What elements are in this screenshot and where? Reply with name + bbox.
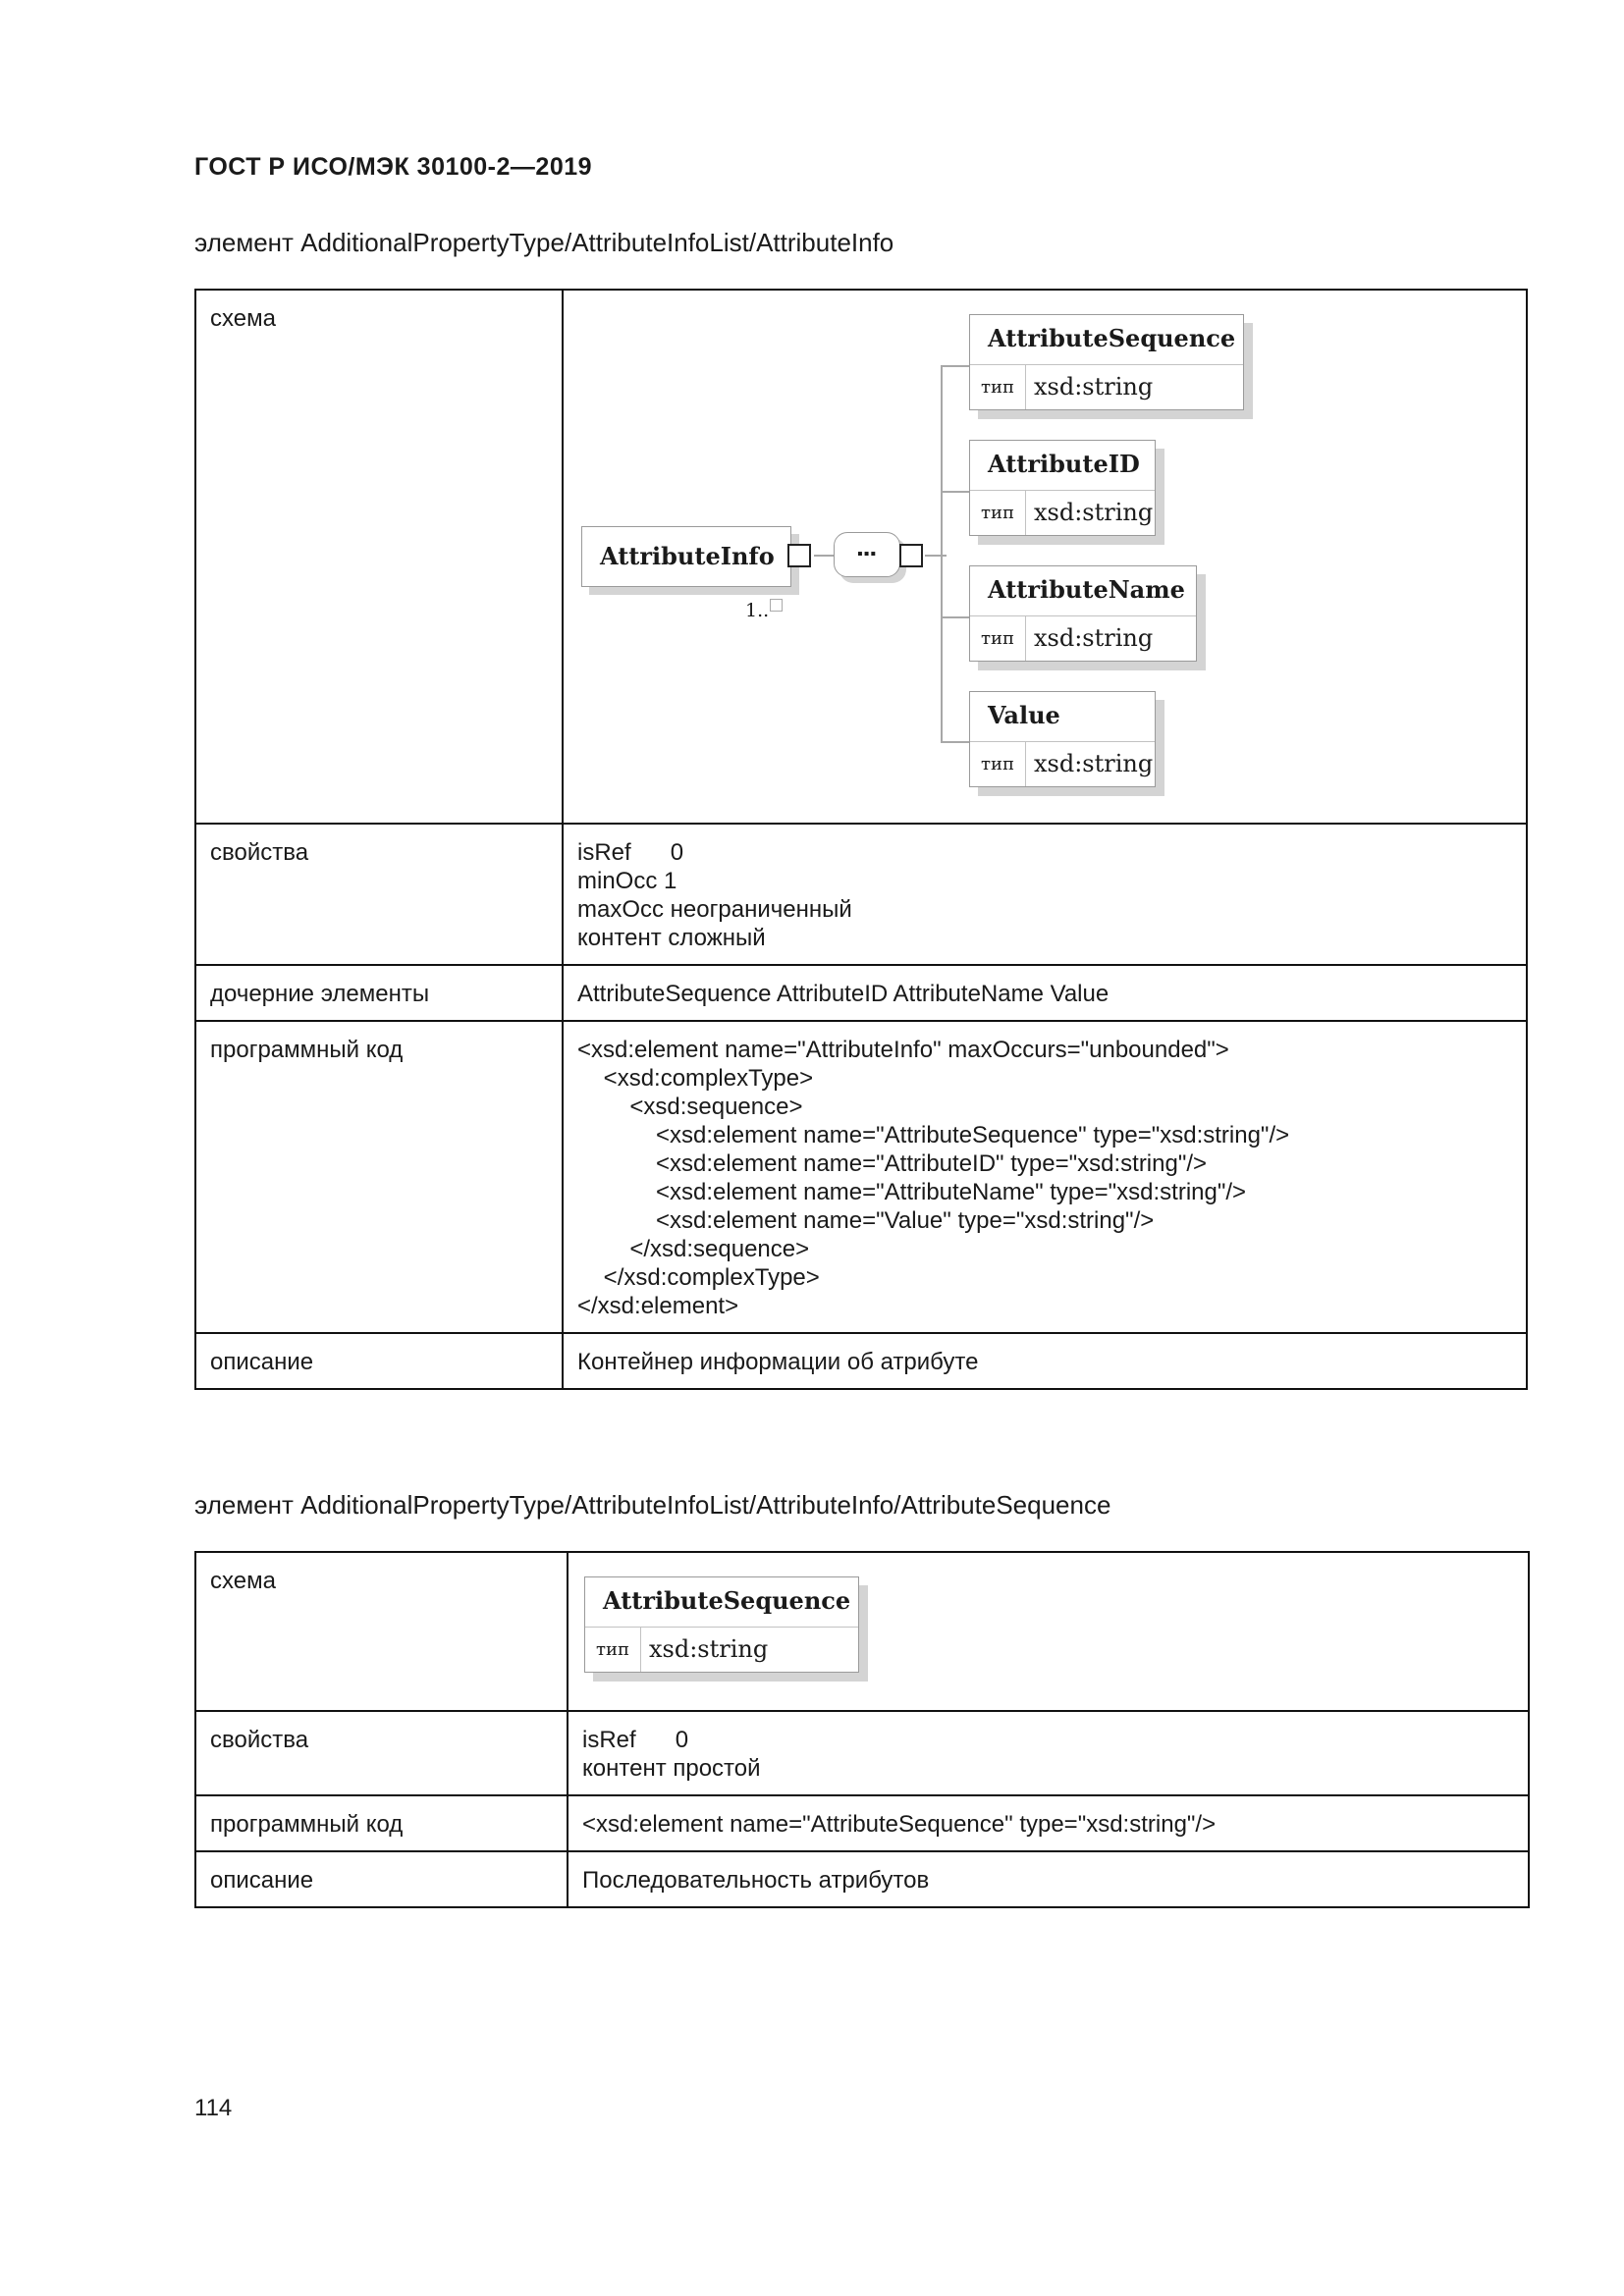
root-element-name: AttributeInfo (600, 542, 775, 570)
type-value: xsd:string (1034, 624, 1154, 652)
schema-label: схема (195, 290, 563, 824)
schema-cell (563, 290, 1527, 824)
section1-table (194, 289, 1528, 1390)
code-label: программный код (195, 1021, 563, 1333)
desc-value: Контейнер информации об атрибуте (563, 1333, 1527, 1389)
desc-value: Последовательность атрибутов (568, 1851, 1529, 1907)
section2-caption: элемент AdditionalPropertyType/AttributeInfoList/AttributeInfo/AttributeSequence (194, 1490, 1111, 1520)
props-value: isRef 0 minOcc 1 maxOcc неограниченный контент сложный (563, 824, 1527, 965)
root-element-box (581, 526, 791, 587)
type-value: xsd:string (649, 1635, 769, 1663)
sequence-compositor-icon: ▪▪▪ (834, 532, 900, 577)
element-name: AttributeSequence (585, 1577, 858, 1628)
type-key: тип (585, 1628, 641, 1672)
section2-table (194, 1551, 1530, 1908)
type-key: тип (970, 365, 1026, 409)
multiplicity-label: 1.. (745, 600, 770, 621)
schema-label: схема (195, 1552, 568, 1711)
code-value: <xsd:element name="AttributeSequence" type="xsd:string"/> (568, 1795, 1529, 1851)
children-label: дочерние элементы (195, 965, 563, 1021)
code-value: <xsd:element name="AttributeInfo" maxOccurs="unbounded"> <xsd:complexType> <xsd:sequence> <xsd:element name="AttributeSequence" type="xsd:string"/> <xsd:element name="AttributeID" type="xsd:string"/> <xsd:element name="AttributeName" type="xsd:string"/> <xsd:element name="Value" type="xsd:string"/> </xsd:sequence> </xsd:complexType> </xsd:element> (563, 1021, 1527, 1333)
child-name: Value (970, 692, 1155, 742)
child-name: AttributeName (970, 566, 1196, 616)
type-key: тип (970, 616, 1026, 661)
type-value: xsd:string (1034, 750, 1154, 777)
props-value: isRef 0 контент простой (568, 1711, 1529, 1795)
section1-caption: элемент AdditionalPropertyType/AttributeInfoList/AttributeInfo (194, 228, 894, 257)
props-label: свойства (195, 1711, 568, 1795)
schema-diagram (564, 291, 1526, 821)
children-value: AttributeSequence AttributeID AttributeName Value (563, 965, 1527, 1021)
document-header: ГОСТ Р ИСО/МЭК 30100-2—2019 (194, 153, 593, 181)
type-key: тип (970, 491, 1026, 535)
child-name: AttributeSequence (970, 315, 1243, 365)
child-box-value (969, 691, 1156, 787)
schema-cell (568, 1552, 1529, 1711)
child-box-attributesequence (969, 314, 1244, 410)
schema-diagram (568, 1553, 1158, 1708)
desc-label: описание (195, 1333, 563, 1389)
child-box-attributeid (969, 440, 1156, 536)
element-box-attributesequence (584, 1576, 859, 1673)
code-label: программный код (195, 1795, 568, 1851)
desc-label: описание (195, 1851, 568, 1907)
page-number: 114 (194, 2095, 233, 2121)
type-value: xsd:string (1034, 499, 1154, 526)
sequence-expand-icon[interactable] (899, 544, 923, 567)
multiplicity-icon (770, 599, 783, 612)
child-name: AttributeID (970, 441, 1155, 491)
root-expand-icon[interactable] (787, 544, 811, 567)
type-key: тип (970, 742, 1026, 786)
child-box-attributename (969, 565, 1197, 662)
props-label: свойства (195, 824, 563, 965)
type-value: xsd:string (1034, 373, 1154, 400)
